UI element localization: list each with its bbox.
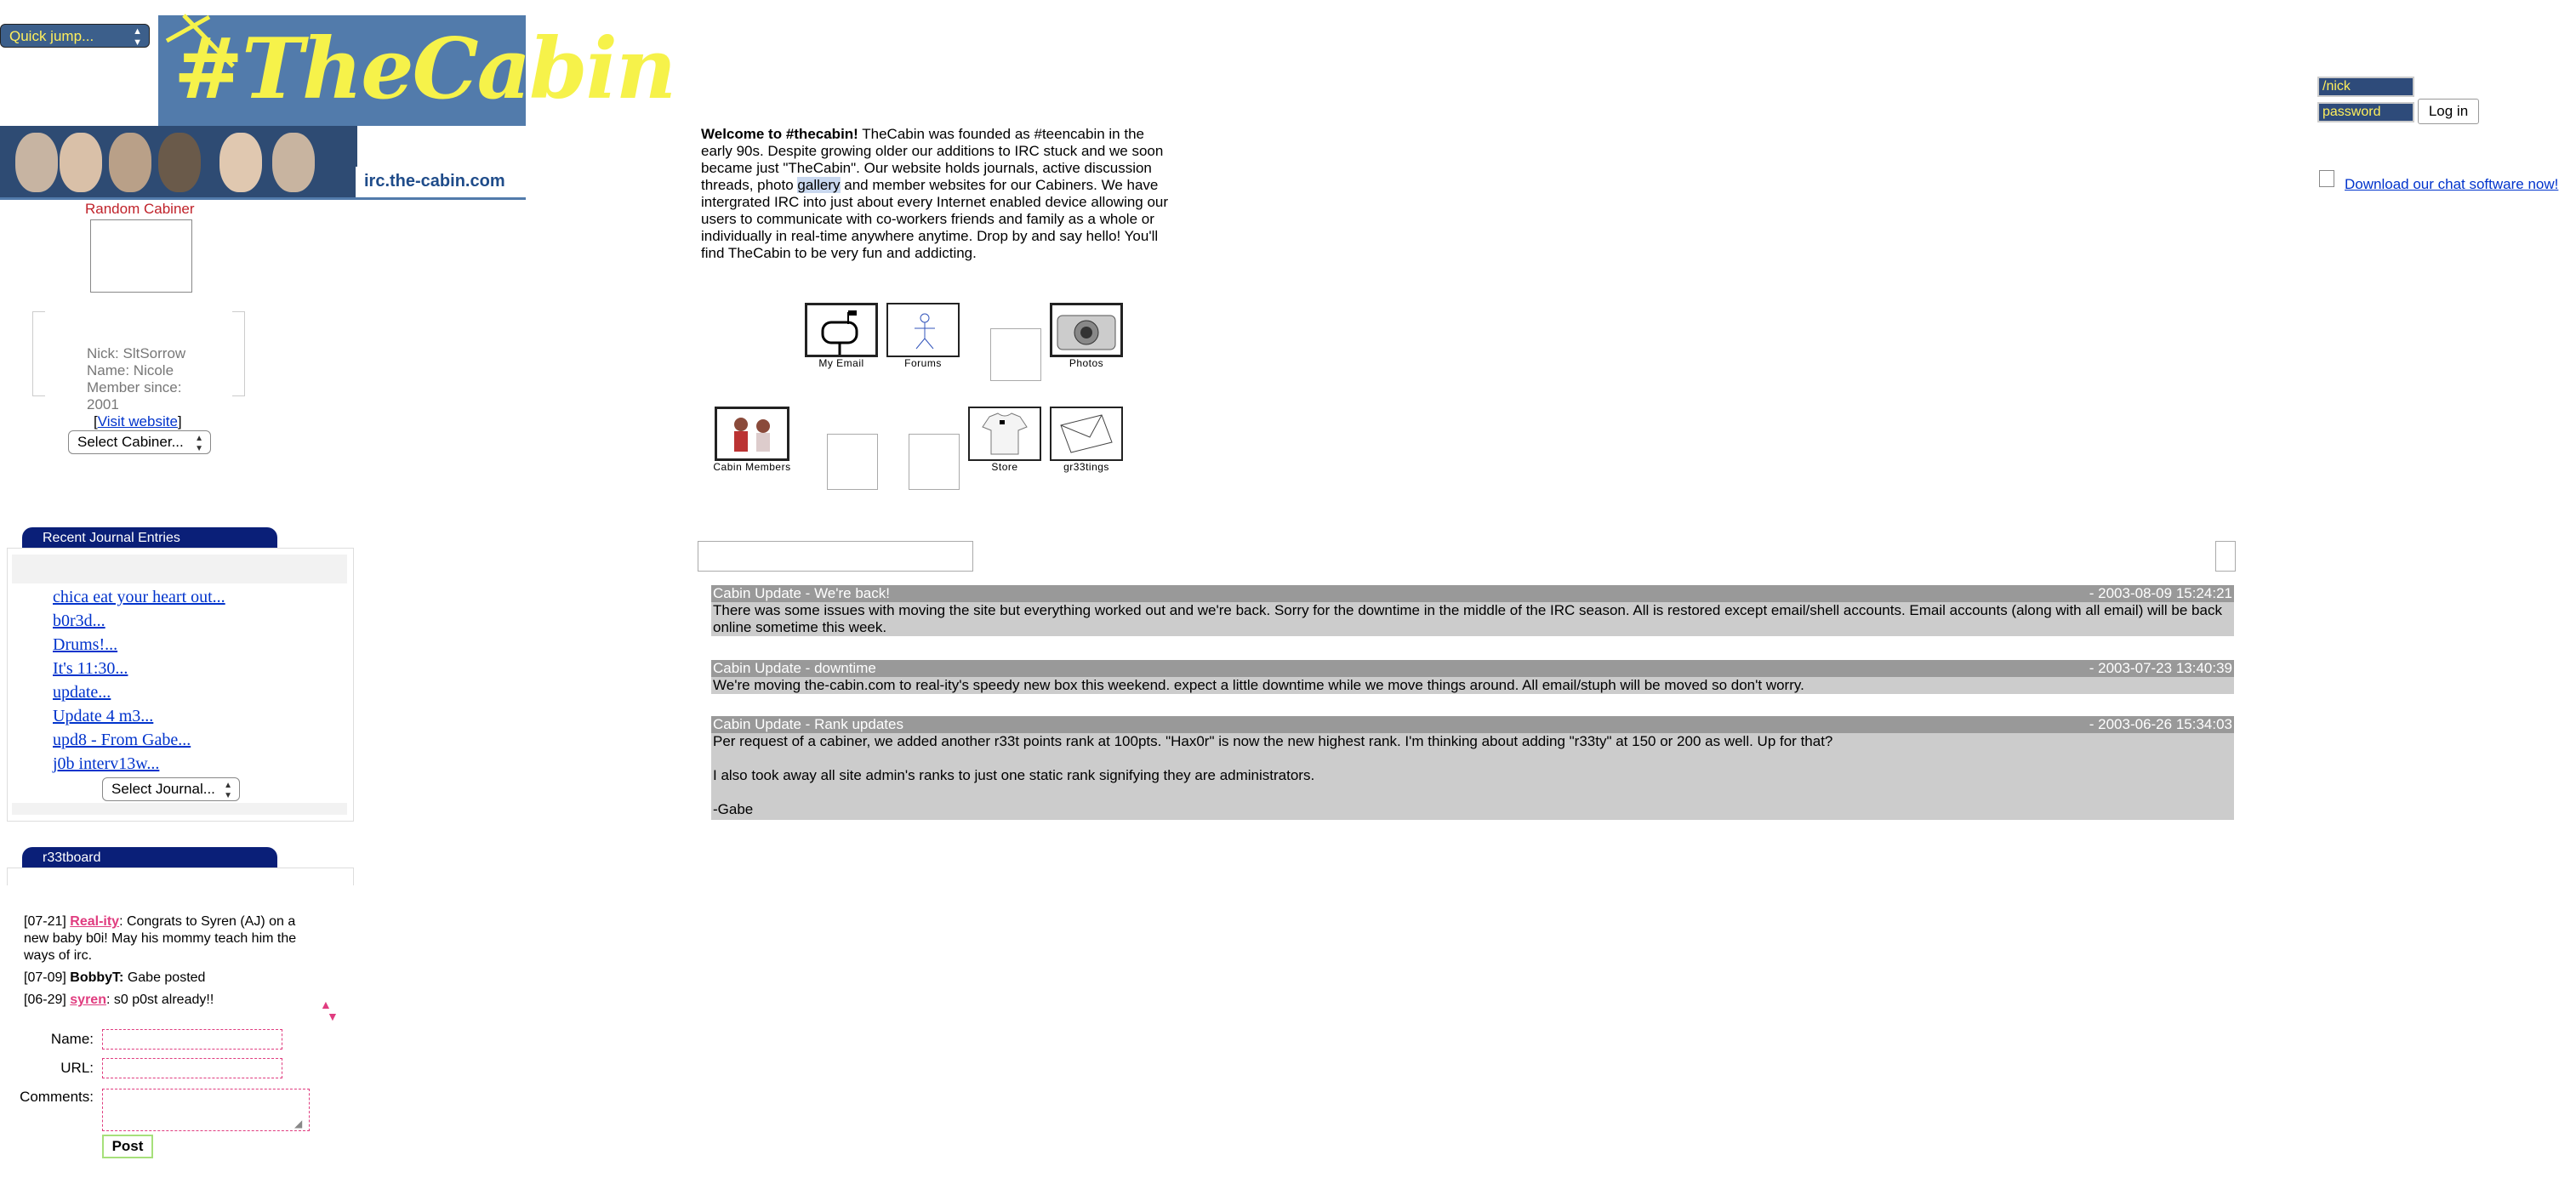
download-icon — [2319, 170, 2334, 187]
select-arrows-icon: ▲ ▼ — [224, 781, 232, 800]
banner-underline — [0, 197, 526, 200]
post-nick-link[interactable]: syren — [70, 993, 106, 1007]
r33tboard-post — [24, 913, 305, 964]
journal-panel-title: Recent Journal Entries — [43, 531, 180, 545]
url-label: URL: — [60, 1060, 94, 1076]
box-corner — [33, 311, 45, 312]
site-banner[interactable] — [158, 15, 675, 126]
member-face — [60, 133, 102, 192]
welcome-heading: Welcome to #thecabin! — [701, 126, 858, 142]
cabin-members-label: Cabin Members — [713, 461, 791, 473]
welcome-body-cont: and member websites for our Cabiners. We have intergrated IRC into just about every Internet enabled device allowing our users to communicate with co-workers friends and family as a whole or individually in real-time anywhere anytime. Drop by and say hello! You'll find TheCabin to be very fun and addicting. — [701, 177, 1169, 261]
post-text: : s0 p0st already!! — [105, 993, 214, 1007]
comments-textarea[interactable] — [102, 1089, 310, 1131]
scroll-up-icon[interactable]: ▲ — [320, 998, 332, 1011]
update-paragraph: -Gabe — [713, 801, 754, 817]
cabiner-member-since-year: 2001 — [87, 396, 119, 412]
url-input[interactable] — [102, 1058, 282, 1078]
name-input[interactable] — [102, 1029, 282, 1050]
journal-entry[interactable]: update... — [53, 683, 111, 702]
my-email-tile[interactable] — [803, 303, 880, 369]
update-title: Cabin Update - We're back! — [713, 585, 890, 601]
welcome-body: TheCabin was founded as #teencabin in the early 90s. Despite growing older our additions to IRC stuck and we soon became just "TheCabin". Our website holds journals, active discussion threads, photo — [701, 126, 1164, 193]
journal-panel-band — [12, 555, 347, 583]
update-body — [711, 602, 2234, 636]
update-title: Cabin Update - downtime — [713, 660, 876, 676]
login-button[interactable]: Log in — [2418, 99, 2479, 124]
post-text: : Congrats to Syren (AJ) on a new baby b0i! May his mommy teach him the ways of irc. — [24, 914, 297, 963]
random-cabiner-title: Random Cabiner — [85, 201, 195, 217]
comments-label: Comments: — [20, 1089, 94, 1105]
box-corner — [33, 395, 45, 396]
welcome-text — [701, 126, 1177, 262]
update-header — [711, 585, 2234, 602]
update-post — [711, 660, 2234, 694]
select-cabiner-label: Select Cabiner... — [77, 434, 184, 450]
update-paragraph: I also took away all site admin's ranks to just one static rank signifying they are administrators. — [713, 767, 1315, 783]
forums-tile[interactable] — [885, 303, 961, 369]
forums-label: Forums — [904, 357, 942, 369]
cabin-members-tile[interactable] — [710, 407, 795, 473]
journal-entry-list — [53, 585, 225, 776]
r33tboard-header — [22, 847, 277, 868]
r33tboard-posts — [24, 913, 305, 1009]
journal-entry[interactable]: j0b interv13w... — [53, 754, 160, 773]
r33tboard-frame — [7, 868, 354, 885]
camera-icon — [1050, 303, 1123, 357]
update-post — [711, 716, 2234, 820]
journal-entry[interactable]: b0r3d... — [53, 612, 105, 630]
banner-url: irc.the-cabin.com — [364, 172, 505, 191]
box-corner — [232, 395, 244, 396]
post-nick-link[interactable]: Real-ity — [70, 914, 120, 929]
broken-image-icon — [990, 328, 1041, 381]
r33tboard-post: [07-09] BobbyT: Gabe posted — [24, 970, 206, 985]
download-chat-link[interactable]: Download our chat software now! — [2345, 176, 2559, 192]
select-arrows-icon: ▲ ▼ — [195, 434, 203, 453]
banner-url-strip — [356, 167, 526, 197]
quick-jump-select[interactable] — [0, 24, 150, 48]
password-input[interactable]: password — [2317, 102, 2414, 122]
my-email-label: My Email — [818, 357, 864, 369]
update-post — [711, 585, 2234, 636]
mailbox-icon — [805, 303, 878, 357]
envelope-icon — [1050, 407, 1123, 461]
broken-image-icon — [909, 434, 960, 490]
name-label: Name: — [50, 1031, 94, 1047]
broken-image-icon — [827, 434, 878, 490]
forums-icon — [886, 303, 960, 357]
select-journal[interactable] — [102, 777, 240, 801]
journal-entry[interactable]: Update 4 m3... — [53, 707, 154, 725]
updates-header-image — [698, 541, 973, 572]
store-label: Store — [991, 461, 1018, 473]
select-journal-label: Select Journal... — [111, 781, 215, 797]
member-photo-strip — [0, 126, 357, 197]
post-text: Gabe posted — [123, 970, 206, 985]
visit-website: [Visit website] — [94, 413, 182, 430]
journal-entry[interactable]: upd8 - From Gabe... — [53, 731, 191, 749]
r33tboard-title: r33tboard — [43, 851, 101, 865]
update-title: Cabin Update - Rank updates — [713, 716, 903, 732]
journal-panel-footer — [12, 803, 347, 815]
journal-entry[interactable]: Drums!... — [53, 635, 118, 654]
photos-tile[interactable] — [1048, 303, 1125, 369]
visit-website-link[interactable]: Visit website — [97, 413, 178, 430]
r33tboard-post — [24, 992, 305, 1009]
journal-panel-header — [22, 527, 277, 548]
greetings-tile[interactable] — [1048, 407, 1125, 473]
welcome-highlight: gallery — [797, 177, 841, 193]
cabiner-nick: Nick: SltSorrow — [87, 345, 186, 361]
updates-corner-image — [2215, 541, 2236, 572]
member-face — [109, 133, 151, 192]
update-body — [711, 733, 2234, 820]
members-icon — [715, 407, 789, 461]
member-face — [158, 133, 201, 192]
post-button[interactable]: Post — [102, 1135, 153, 1158]
scroll-down-icon[interactable]: ▼ — [327, 1010, 339, 1023]
greetings-label: gr33tings — [1063, 461, 1109, 473]
tshirt-icon — [968, 407, 1041, 461]
update-paragraph: Per request of a cabiner, we added another r33t points rank at 100pts. "Hax0r" is now the new highest rank. I'm thinking about adding "r33ty" at 150 or 200 as well. Up for that? — [713, 733, 1833, 749]
member-face — [15, 133, 58, 192]
post-date: [07-21] — [24, 914, 66, 929]
cabiner-name: Name: Nicole — [87, 362, 174, 378]
banner-logo: #TheCabin — [174, 20, 675, 118]
post-nick: BobbyT — [70, 970, 120, 985]
update-date: - 2003-07-23 13:40:39 — [2089, 660, 2232, 676]
select-arrows-icon: ▲ ▼ — [133, 26, 142, 48]
resize-handle-icon[interactable]: ◢ — [294, 1118, 303, 1129]
r33tboard-scroll-arrows[interactable] — [320, 998, 339, 1022]
update-paragraph: There was some issues with moving the site but everything worked out and we're back. Sorry for the downtime in the middle of the IRC season. All is restored except email/shell accounts. Email accounts (along with all email) will be back online sometime this week. — [713, 602, 2222, 635]
post-date: [06-29] — [24, 993, 66, 1007]
update-paragraph: We're moving the-cabin.com to real-ity's speedy new box this weekend. expect a little downtime while we move things around. All email/stuph will be moved so don't worry. — [713, 677, 1804, 693]
journal-entry[interactable]: chica eat your heart out... — [53, 588, 225, 606]
quick-jump-label: Quick jump... — [9, 28, 94, 44]
select-cabiner[interactable] — [68, 430, 211, 454]
member-face — [272, 133, 315, 192]
box-corner — [232, 311, 244, 312]
photos-label: Photos — [1069, 357, 1104, 369]
update-body — [711, 677, 2234, 694]
cabiner-info-text — [87, 345, 185, 413]
update-date: - 2003-08-09 15:24:21 — [2089, 585, 2232, 601]
update-header — [711, 716, 2234, 733]
nick-input[interactable]: /nick — [2317, 77, 2414, 97]
update-date: - 2003-06-26 15:34:03 — [2089, 716, 2232, 732]
member-face — [219, 133, 262, 192]
update-header — [711, 660, 2234, 677]
journal-entry[interactable]: It's 11:30... — [53, 659, 128, 678]
random-cabiner-photo — [90, 219, 192, 293]
post-date: [07-09] — [24, 970, 66, 985]
store-tile[interactable] — [966, 407, 1043, 473]
cabiner-member-since-label: Member since: — [87, 379, 182, 395]
